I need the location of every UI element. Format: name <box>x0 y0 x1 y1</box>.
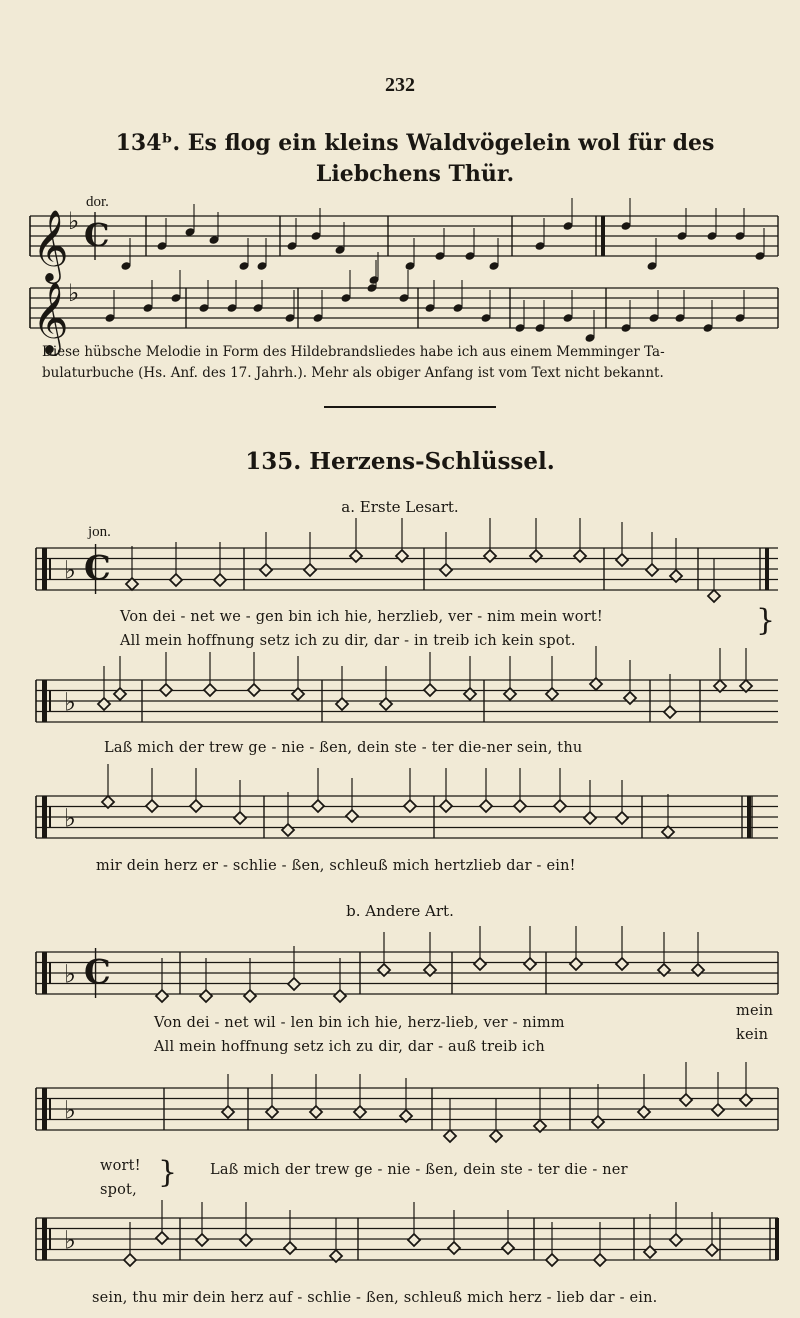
version-b-lyrics-1a: Von dei - net wil - len bin ich hie, herz-lieb, ver - nimm <box>154 1015 565 1031</box>
version-a-brace: } <box>756 603 776 638</box>
diamond-note <box>448 1242 460 1254</box>
flat-icon: ♭ <box>68 207 80 235</box>
version-b-brace: } <box>158 1155 178 1190</box>
diamond-note <box>546 1254 558 1266</box>
song-134b-note-line2: bulaturbuche (Hs. Anf. des 17. Jahrh.). Mehr als obiger Anfang ist vom Text nicht bekannt. <box>42 365 664 381</box>
common-time-icon: C <box>84 547 111 588</box>
treble-clef-icon: 𝄞 <box>32 280 69 353</box>
flat-icon: ♭ <box>64 1225 76 1255</box>
diamond-note <box>502 1242 514 1254</box>
common-time-icon: C <box>84 951 111 992</box>
diamond-note <box>124 1254 136 1266</box>
common-time-icon: C <box>84 216 110 254</box>
version-a-lyrics-1b: All mein hoffnung setz ich zu dir, dar - in treib ich kein spot. <box>120 633 576 649</box>
version-a-heading: a. Erste Lesart. <box>341 498 459 516</box>
version-b-lyrics-1b: All mein hoffnung setz ich zu dir, dar - auß treib ich <box>154 1039 545 1055</box>
version-b-lyrics-2a: wort! <box>100 1158 141 1174</box>
version-b-lyrics-2b: spot, <box>100 1182 137 1198</box>
diamond-note <box>644 1246 656 1258</box>
double-bar <box>775 1218 779 1260</box>
flat-icon: ♭ <box>64 1095 76 1125</box>
version-b-heading: b. Andere Art. <box>346 902 454 920</box>
diamond-note <box>670 1234 682 1246</box>
diamond-note <box>706 1244 718 1256</box>
song-134b-mode: dor. <box>86 194 109 210</box>
version-b-lyrics-2: Laß mich der trew ge - nie - ßen, dein ste - ter die - ner <box>210 1162 628 1178</box>
treble-clef-icon: 𝄞 <box>32 208 69 281</box>
song-135-title: 135. Herzens-Schlüssel. <box>245 448 555 475</box>
version-a-lyrics-2: Laß mich der trew ge - nie - ßen, dein ste - ter die-ner sein, thu <box>104 740 583 756</box>
song-134b-note-line1: Diese hübsche Melodie in Form des Hildebrandsliedes habe ich aus einem Memminger Ta- <box>42 344 665 360</box>
version-a-lyrics-3: mir dein herz er - schlie - ßen, schleuß mich hertzlieb dar - ein! <box>96 858 576 874</box>
diamond-note <box>284 1242 296 1254</box>
diamond-note <box>156 1232 168 1244</box>
version-a-lyrics-1a: Von dei - net we - gen bin ich hie, herzlieb, ver - nim mein wort! <box>120 609 603 625</box>
diamond-note <box>196 1234 208 1246</box>
version-b-lyrics-3: sein, thu mir dein herz auf - schlie - ßen, schleuß mich herz - lieb dar - ein. <box>92 1290 658 1306</box>
flat-icon: ♭ <box>64 555 76 585</box>
flat-icon: ♭ <box>64 803 76 833</box>
diamond-note <box>240 1234 252 1246</box>
flat-icon: ♭ <box>68 279 80 307</box>
version-b-lyrics-1-end-a: mein <box>736 1003 774 1019</box>
diamond-note <box>594 1254 606 1266</box>
c-clef-bar <box>49 1229 51 1250</box>
diamond-note <box>408 1234 420 1246</box>
song-134b-title-line1: 134ᵇ. Es flog ein kleins Waldvögelein wol für des <box>115 130 715 156</box>
song-134b-title-line2: Liebchens Thür. <box>315 161 515 187</box>
page-number: 232 <box>385 74 415 96</box>
flat-icon: ♭ <box>64 687 76 717</box>
version-a-mode: jon. <box>88 524 111 540</box>
flat-icon: ♭ <box>64 959 76 989</box>
version-b-lyrics-1-end-b: kein <box>736 1027 769 1043</box>
c-clef-icon <box>42 1218 47 1260</box>
